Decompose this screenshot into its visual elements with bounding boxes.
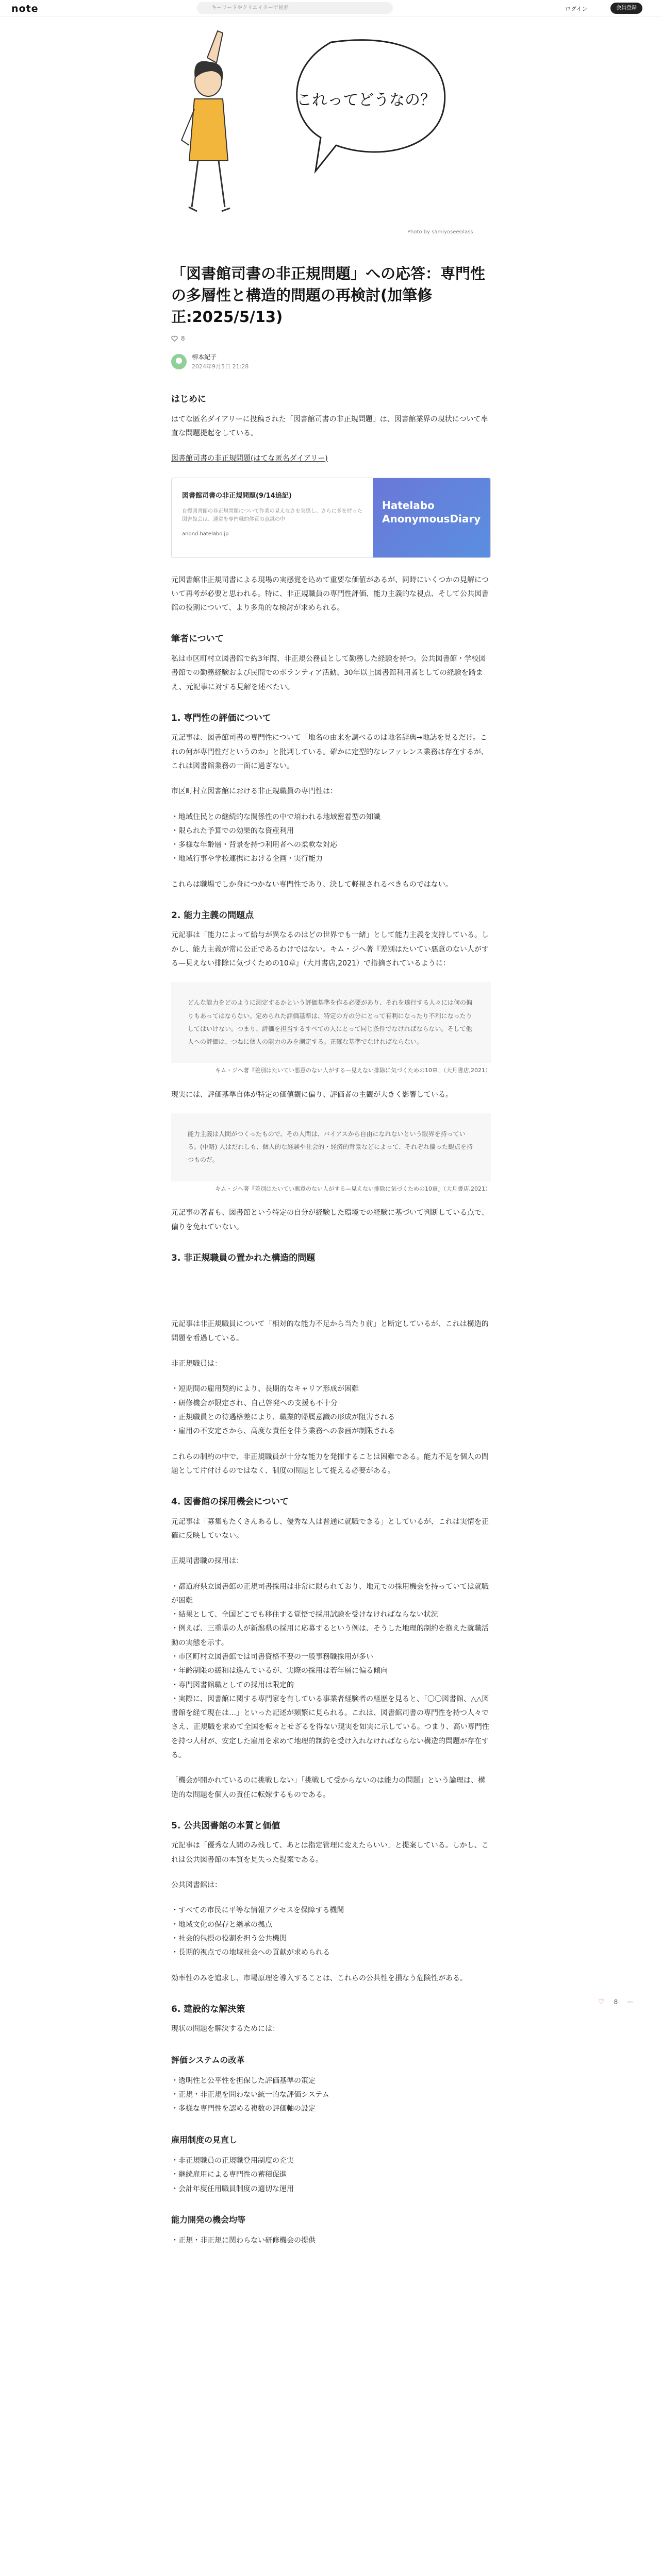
list-item: ・社会的包摂の役割を担う公共機関 — [171, 1934, 287, 1943]
embed-title: 図書館司書の非正規問題(9/14追記) — [182, 492, 292, 500]
paragraph: 市区町村立図書館における非正規職員の専門性は： — [171, 787, 337, 796]
like-heart-icon[interactable]: ♡ — [598, 1998, 605, 2006]
bullet-list — [171, 1580, 491, 1763]
more-menu-icon[interactable]: ··· — [627, 1998, 633, 2006]
post-date: 2024年9月5日 21:28 — [192, 363, 249, 370]
list-item: ・多様な年齢層・背景を持つ利用者への柔軟な対応 — [171, 841, 337, 850]
paragraph: 公共図書館は： — [171, 1881, 222, 1890]
paragraph: 元記事は「能力によって給与が異なるのはどの世界でも一緒」として能力主義を支持している。しかし、能力主義が常に公正であるわけではない。キム・ジヘ著『差別はたいてい悪意のない人がする—見えない排除に気づくための10章』（大月書店,2021）で指摘されているように： — [171, 931, 489, 968]
subheading-evaluation: 評価システムの改革 — [171, 2055, 245, 2065]
search-input[interactable]: キーワードやクリエイターで検索 — [197, 2, 393, 14]
list-item: ・結果として、全国どこでも移住する覚悟で採用試験を受けなければならない状況 — [171, 1611, 438, 1619]
list-item: ・長期的視点での地域社会への貢献が求められる — [171, 1948, 330, 1957]
paragraph: 元記事は、図書館司書の専門性について「地名の由来を調べるのは地名辞典→地誌を見るだけ。これの何が専門性だというのか」と批判している。確かに定型的なレファレンス業務は存在するが、これは図書館業務の一面に過ぎない。 — [171, 734, 488, 770]
list-item: ・都道府県立図書館の正規司書採用は非常に限られており、地元での採用機会を持っていては就職が困難 — [171, 1582, 489, 1605]
photo-credit[interactable]: Photo by samiyoseeGlass — [407, 229, 473, 235]
bullet-list — [171, 2074, 491, 2116]
speech-bubble — [296, 40, 445, 171]
author-name[interactable]: 柳本紀子 — [192, 353, 217, 361]
bullet-list — [171, 2154, 491, 2196]
paragraph: 現実には、評価基準自体が特定の価値観に偏り、評価者の主観が大きく影響している。 — [171, 1090, 453, 1099]
subheading-employment: 雇用制度の見直し — [171, 2134, 238, 2145]
bullet-list — [171, 1904, 491, 1960]
paragraph: これらは職場でしか身につかない専門性であり、決して軽視されるべきものではない。 — [171, 880, 453, 889]
heading-section-3: 3. 非正規職員の置かれた構造的問題 — [171, 1252, 316, 1263]
paragraph: 正規司書職の採用は： — [171, 1557, 243, 1566]
blockquote: どんな能力をどのように測定するかという評価基準を作る必要があり、それを遂行する人々には何の偏りもあってはならない。定められた評価基準は、特定の方の分にとって有利になったり不利になったりしてはいけない。つまり、評価を担当するすべての人にとって同じ条件でなければならない。そして他人への評価は、つねに個人の能力のみを測定する。正確な基準でなければならない。 — [171, 982, 491, 1063]
subheading-training: 能力開発の機会均等 — [171, 2214, 246, 2225]
blank-space — [171, 1271, 491, 1317]
paragraph: 元記事は「募集もたくさんあるし、優秀な人は普通に就職できる」としているが、これは実情を正確に反映していない。 — [171, 1517, 489, 1540]
list-item: ・すべての市民に平等な情報アクセスを保障する機関 — [171, 1906, 344, 1915]
embed-thumbnail: Hatelabo AnonymousDiary — [373, 478, 490, 557]
site-header — [0, 0, 662, 16]
heading-author: 筆者について — [171, 634, 224, 645]
note-logo[interactable]: note — [11, 3, 39, 14]
paragraph: 元記事は「優秀な人間のみ残して、あとは指定管理に変えたらいい」と提案している。しかし、これは公共図書館の本質を見失った提案である。 — [171, 1841, 489, 1864]
heart-icon — [171, 335, 178, 342]
list-item: ・雇用の不安定さから、高度な責任を伴う業務への参画が制限される — [171, 1427, 395, 1436]
list-item: ・地域文化の保存と継承の拠点 — [171, 1920, 272, 1929]
heading-section-5: 5. 公共図書館の本質と価値 — [171, 1820, 280, 1831]
article-body — [171, 393, 491, 2248]
list-item: ・多様な専門性を認める複数の評価軸の設定 — [171, 2105, 316, 2113]
list-item: ・年齢制限の緩和は進んでいるが、実際の採用は若年層に偏る傾向 — [171, 1667, 388, 1675]
paragraph: 効率性のみを追求し、市場原理を導入することは、これらの公共性を損なう危険性がある。 — [171, 1974, 467, 1982]
quote-citation: キム・ジヘ著『差別はたいてい悪意のない人がする—見えない排除に気づくための10章』（大月書店,2021） — [215, 1067, 491, 1074]
list-item: ・正規職員との待遇格差により、職業的帰属意識の形成が阻害される — [171, 1413, 395, 1421]
like-count[interactable]: 8 — [171, 335, 491, 342]
source-link[interactable]: 図書館司書の非正規問題(はてな匿名ダイアリー) — [171, 454, 328, 463]
author-block[interactable] — [171, 352, 491, 370]
paragraph: はてな匿名ダイアリーに投稿された「図書館司書の非正規問題」は、図書館業界の現状について率直な問題提起をしている。 — [171, 415, 488, 437]
list-item: ・会計年度任用職員制度の適切な運用 — [171, 2184, 294, 2193]
list-item: ・地域行事や学校連携における企画・実行能力 — [171, 855, 323, 863]
hero-illustration — [171, 22, 491, 233]
heading-section-1: 1. 専門性の評価について — [171, 713, 271, 723]
paragraph: 元図書館非正規司書による現場の実感覚を込めて重要な価値があるが、同時にいくつかの見解について再考が必要と思われる。特に、非正規職員の専門性評価、能力主義的な視点、そして公共図書館の役割について、より多角的な検討が求められる。 — [171, 575, 489, 613]
paragraph: 元記事は非正規職員について「相対的な能力不足から当たり前」と断定しているが、これは構造的問題を看過している。 — [171, 1320, 489, 1343]
paragraph: 「機会が開かれているのに挑戦しない」「挑戦して受からないのは能力の問題」という論理は、構造的な問題を個人の責任に転嫁するものである。 — [171, 1776, 485, 1799]
login-link[interactable]: ログイン — [565, 6, 588, 12]
speech-text: これってどうなの？ — [296, 91, 436, 109]
embed-description: 自慢図書館の非正規問題について作業の見えなさを実感し、さらに多を持った図書館会は、通常を専門職的体質の意識の中 — [182, 508, 362, 522]
bullet-list — [171, 810, 491, 867]
bullet-list — [171, 2234, 491, 2248]
list-item: ・市区町村立図書館では司書資格不要の一般事務職採用が多い — [171, 1653, 373, 1661]
heading-intro: はじめに — [171, 394, 206, 405]
quote-citation: キム・ジヘ著『差別はたいてい悪意のない人がする—見えない排除に気づくための10章』（大月書店,2021） — [215, 1185, 491, 1192]
list-item: ・短期間の雇用契約により、長期的なキャリア形成が困難 — [171, 1385, 359, 1394]
list-item: ・例えば、三重県の人が新潟県の採用に応募するという例は、そうした地理的制約を抱えた就職活動の実態を示す。 — [171, 1624, 489, 1647]
side-like-count: 8 — [614, 1998, 618, 2006]
avatar[interactable] — [171, 354, 187, 369]
paragraph: 非正規職員は： — [171, 1360, 222, 1368]
heading-section-4: 4. 図書館の採用機会について — [171, 1497, 289, 1507]
list-item: ・研修機会が限定され、自己啓発への支援も不十分 — [171, 1399, 338, 1408]
heading-section-6: 6. 建設的な解決策 — [171, 2004, 245, 2014]
list-item: ・継続雇用による専門性の蓄積促進 — [171, 2171, 287, 2179]
list-item: ・正規・非正規を問わない統一的な評価システム — [171, 2091, 329, 2099]
bullet-list — [171, 1382, 491, 1438]
list-item: ・専門図書館職としての採用は限定的 — [171, 1681, 294, 1689]
paragraph: 元記事の著者も、図書館という特定の自分が経験した環境での経験に基づいて判断している点で、偏りを免れていない。 — [171, 1209, 489, 1231]
list-item: ・正規・非正規に関わらない研修機会の提供 — [171, 2236, 316, 2245]
list-item: ・地域住民との継続的な関係性の中で培われる地域密着型の知識 — [171, 812, 380, 821]
paragraph: 私は市区町村立図書館で約3年間、非正規公務員として勤務した経験を持つ。公共図書館・学校図書館での勤務経験および民間でのボランティア活動、30年以上図書館利用者としての経験を踏まえ、元記事に対する見解を述べたい。 — [171, 654, 486, 691]
signup-button[interactable]: 会員登録 — [610, 3, 642, 14]
paragraph: 現状の問題を解決するためには： — [171, 2025, 279, 2033]
list-item: ・実際に、図書館に関する専門家を有している事業者経験者の経歴を見ると、「〇〇図書館、△△図書館を経て現在は…」といった記述が頻繁に見られる。これは、図書館司書の専門性を持つ人々でさえ、正規職を求めて全国を転々とせざるを得ない現実を如実に示している。つまり、高い専門性を持つ人材が、安定した雇用を求めて地理的制約を受け入れなければならない構造的問題が存在する。 — [171, 1694, 489, 1760]
paragraph: これらの制約の中で、非正規職員が十分な能力を発揮することは困難である。能力不足を個人の問題として片付けるのではなく、制度の問題として捉える必要がある。 — [171, 1452, 489, 1475]
list-item: ・透明性と公平性を担保した評価基準の策定 — [171, 2076, 316, 2085]
floating-actions — [598, 1998, 633, 2006]
embed-domain: anond.hatelabo.jp — [182, 531, 229, 537]
blockquote: 能力主義は人間がつくったもので、その人間は、バイアスから自由になれないという限界を持っている。(中略) 人はだれしも、個人的な経験や社会的・経済的背景などによって、それぞれ偏った観点を持つものだ。 — [171, 1113, 491, 1181]
list-item: ・限られた予算での効果的な資産利用 — [171, 826, 294, 835]
article — [171, 263, 491, 2259]
girl-figure-icon — [181, 31, 230, 211]
heading-section-2: 2. 能力主義の問題点 — [171, 910, 254, 921]
link-embed-card[interactable] — [171, 478, 491, 558]
list-item: ・非正規職員の正規職登用制度の充実 — [171, 2156, 294, 2165]
article-title: 「図書館司書の非正規問題」への応答：専門性の多層性と構造的問題の再検討(加筆修正:2025/5/13) — [171, 265, 486, 326]
